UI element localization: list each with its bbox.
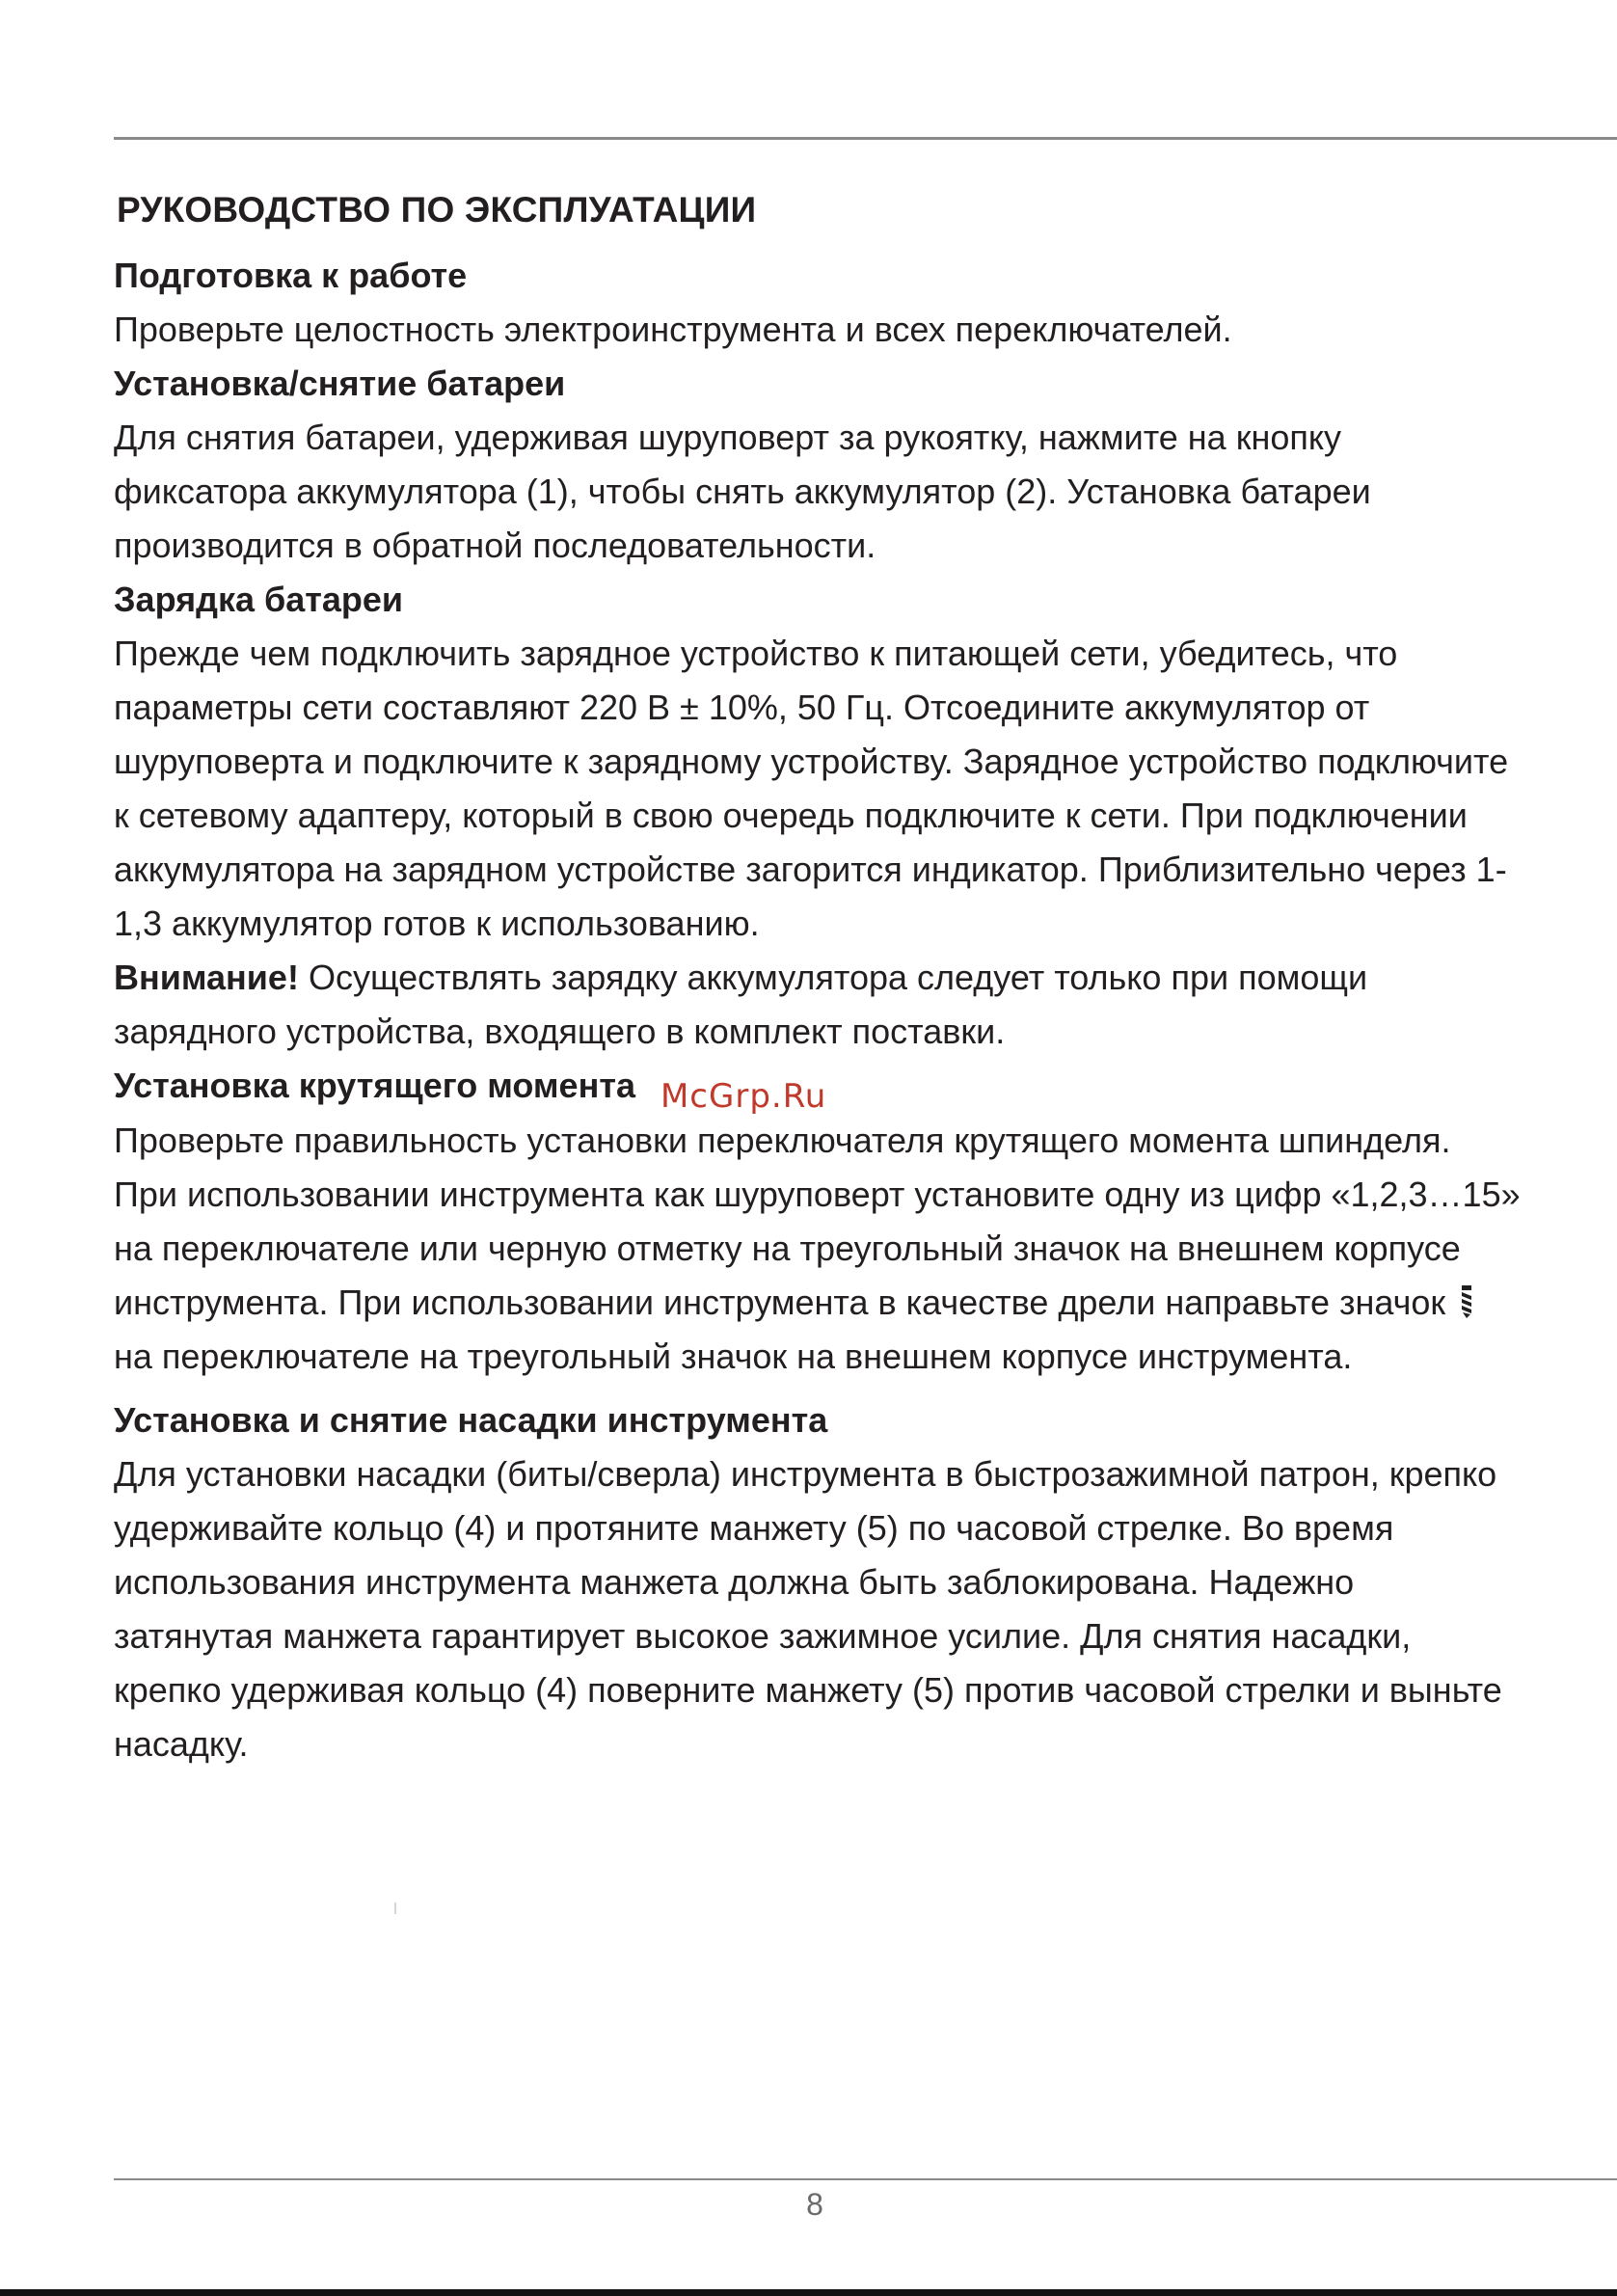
section-heading: Подготовка к работе xyxy=(114,256,468,295)
page-content xyxy=(114,183,1541,1771)
section-heading: Установка/снятие батареи xyxy=(114,364,566,403)
section-bit-install xyxy=(114,1393,1541,1771)
warning-paragraph xyxy=(114,951,1522,1059)
header-rule xyxy=(114,137,1617,140)
page-title: РУКОВОДСТВО ПО ЭКСПЛУАТАЦИИ xyxy=(117,190,757,230)
section-battery-charging xyxy=(114,573,1541,1059)
section-heading-text: Установка крутящего момента xyxy=(114,1066,635,1105)
section-paragraph: Прежде чем подключить зарядное устройство к питающей сети, убедитесь, что параметры сети составляют 220 В ± 10%, 50 Гц. Отсоедините аккумулятор от шуруповерта и подключите к зарядному устройству. Зарядное устройство подключите к сетевому адаптеру, который в свою очередь подключите к сети. При подключении аккумулятора на зарядном устройстве загорится индикатор. Приблизительно через 1-1,3 аккумулятор готов к использованию. xyxy=(114,634,1509,943)
scan-artifact xyxy=(394,1903,396,1914)
section-preparation xyxy=(114,249,1541,357)
page-number: 8 xyxy=(806,2187,823,2222)
section-heading xyxy=(114,1059,1541,1114)
paragraph-text: на переключателе на треугольный значок на внешнем корпусе инструмента. xyxy=(114,1337,1353,1376)
section-battery-install xyxy=(114,357,1541,573)
section-heading: Зарядка батареи xyxy=(114,580,404,619)
watermark: McGrp.Ru xyxy=(660,1077,827,1116)
section-torque-setting xyxy=(114,1059,1541,1384)
section-paragraph: Для снятия батареи, удерживая шуруповерт за рукоятку, нажмите на кнопку фиксатора аккумулятора (1), чтобы снять аккумулятор (2). Установка батареи производится в обратной последовательности. xyxy=(114,418,1371,565)
section-paragraph xyxy=(114,1114,1522,1384)
section-paragraph: Проверьте целостность электроинструмента и всех переключателей. xyxy=(114,310,1232,349)
warning-label: Внимание! xyxy=(114,958,299,997)
paragraph-text: Проверьте правильность установки переключателя крутящего момента шпинделя. При использовании инструмента как шуруповерт установите одну из цифр «1,2,3…15» на переключателе или черную отметку на треугольный значок на внешнем корпусе инструмента. При использовании инструмента в качестве дрели направьте значок xyxy=(114,1121,1521,1322)
section-paragraph: Для установки насадки (биты/сверла) инструмента в быстрозажимной патрон, крепко удерживайте кольцо (4) и протяните манжету (5) по часовой стрелке. Во время использования инструмента манжета должна быть заблокирована. Надежно затянутая манжета гарантирует высокое зажимное усилие. Для снятия насадки, крепко удерживая кольцо (4) поверните манжету (5) против часовой стрелки и выньте насадку. xyxy=(114,1454,1502,1764)
warning-text: Осуществлять зарядку аккумулятора следует только при помощи зарядного устройства, входящего в комплект поставки. xyxy=(114,958,1368,1051)
footer-rule xyxy=(114,2178,1617,2180)
section-heading: Установка и снятие насадки инструмента xyxy=(114,1400,828,1440)
bottom-edge-bar xyxy=(0,2289,1617,2296)
drill-bit-icon xyxy=(1459,1280,1474,1312)
